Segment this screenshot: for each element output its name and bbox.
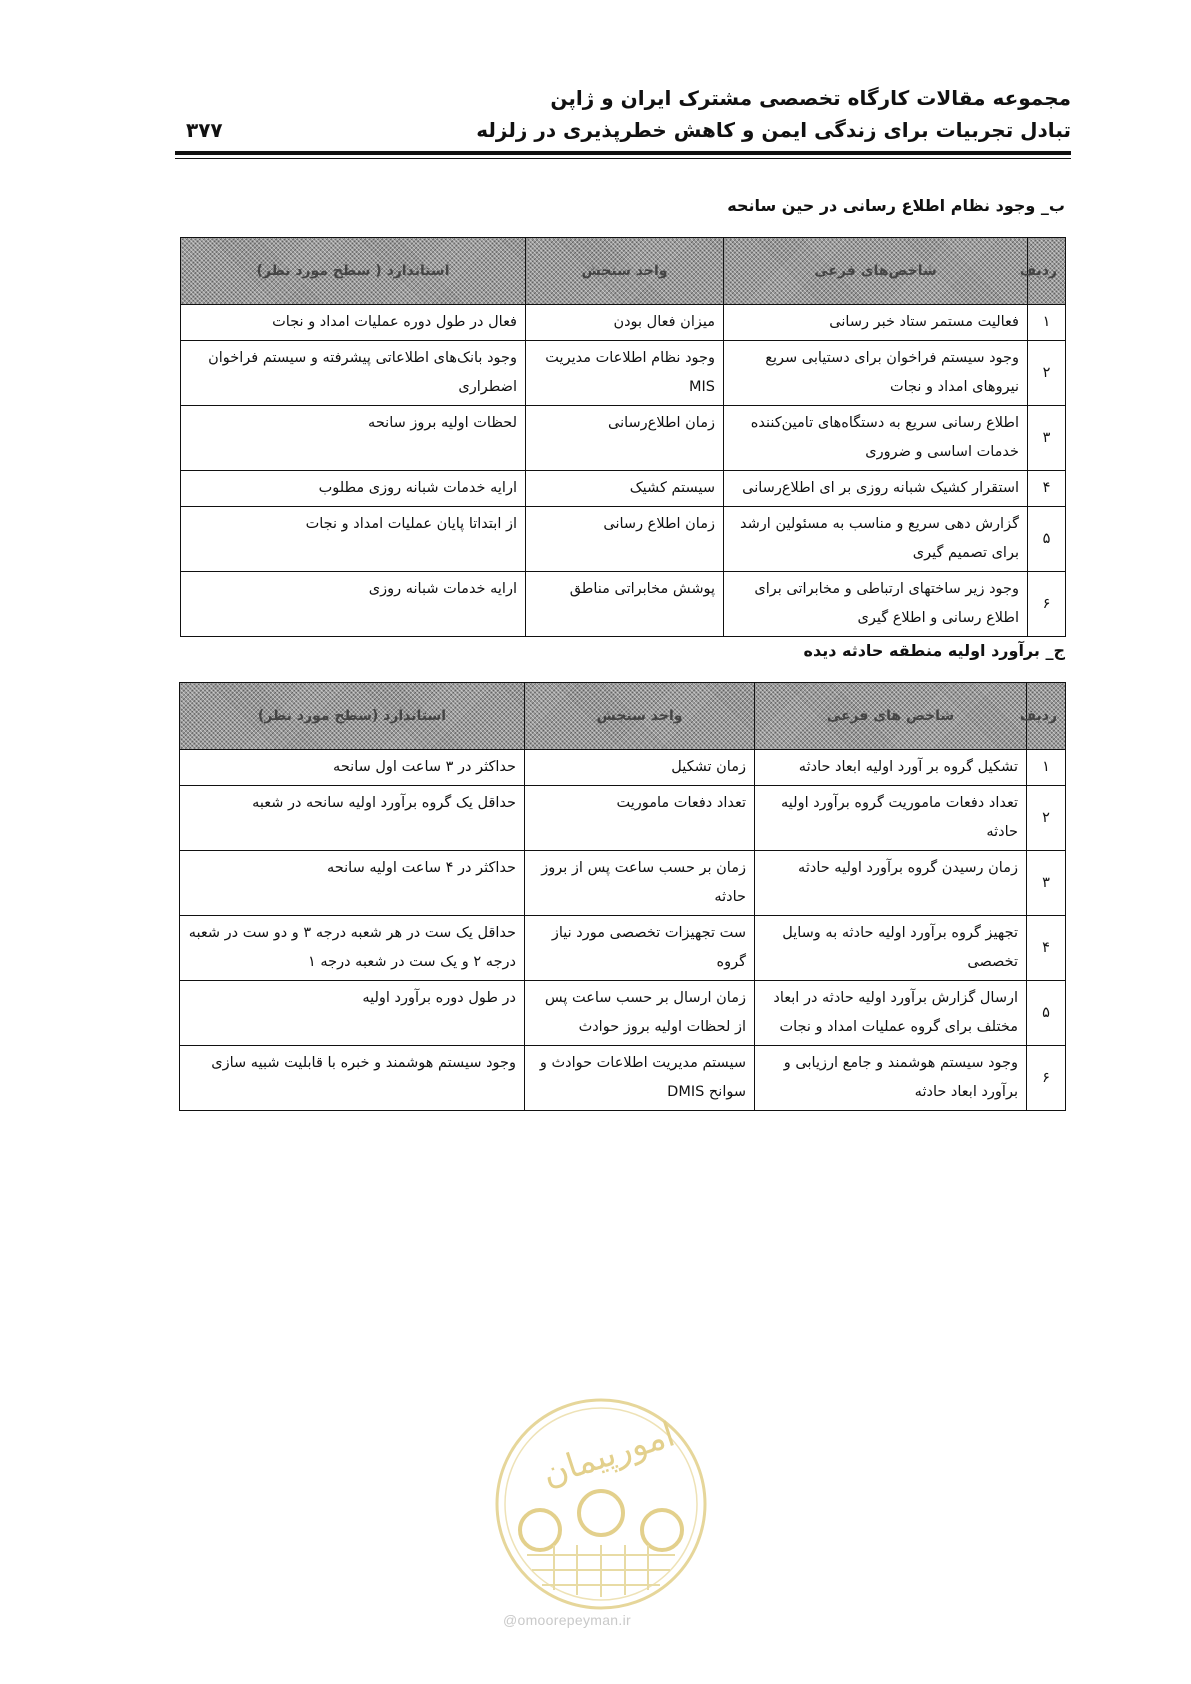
row-number: ۶ bbox=[1027, 1046, 1066, 1111]
table-row bbox=[180, 1046, 1066, 1111]
table-c bbox=[179, 682, 1066, 1111]
unit-cell: وجود نظام اطلاعات مدیریت MIS bbox=[526, 341, 724, 406]
table-b-col-sub: شاخص‌های فرعی bbox=[724, 238, 1028, 305]
sub-indicator-cell: وجود سیستم هوشمند و جامع ارزیابی و برآورد ابعاد حادثه bbox=[755, 1046, 1027, 1111]
unit-cell: زمان بر حسب ساعت پس از بروز حادثه bbox=[525, 851, 755, 916]
header-rule-thick bbox=[175, 151, 1071, 155]
row-number: ۲ bbox=[1028, 341, 1066, 406]
standard-cell: حداقل یک ست در هر شعبه درجه ۳ و دو ست در شعبه درجه ۲ و یک ست در شعبه درجه ۱ bbox=[180, 916, 525, 981]
row-number: ۱ bbox=[1027, 750, 1066, 786]
unit-cell: زمان اطلاع‌رسانی bbox=[526, 406, 724, 471]
sub-indicator-cell: ارسال گزارش برآورد اولیه حادثه در ابعاد مختلف برای گروه عملیات امداد و نجات bbox=[755, 981, 1027, 1046]
row-number: ۶ bbox=[1028, 572, 1066, 637]
sub-indicator-cell: فعالیت مستمر ستاد خبر رسانی bbox=[724, 305, 1028, 341]
table-row bbox=[180, 786, 1066, 851]
page-number: ۳۷۷ bbox=[186, 118, 223, 142]
unit-cell: سیستم کشیک bbox=[526, 471, 724, 507]
sub-indicator-cell: تشکیل گروه بر آورد اولیه ابعاد حادثه bbox=[755, 750, 1027, 786]
table-row bbox=[180, 981, 1066, 1046]
standard-cell: حداکثر در ۳ ساعت اول سانحه bbox=[180, 750, 525, 786]
page-header bbox=[175, 82, 1071, 146]
sub-indicator-cell: زمان رسیدن گروه برآورد اولیه حادثه bbox=[755, 851, 1027, 916]
unit-cell: ست تجهیزات تخصصی مورد نیاز گروه bbox=[525, 916, 755, 981]
sub-indicator-cell: تجهیز گروه برآورد اولیه حادثه به وسایل تخصصی bbox=[755, 916, 1027, 981]
table-row bbox=[181, 305, 1066, 341]
standard-cell: فعال در طول دوره عملیات امداد و نجات bbox=[181, 305, 526, 341]
row-number: ۱ bbox=[1028, 305, 1066, 341]
table-row bbox=[181, 572, 1066, 637]
standard-cell: حداکثر در ۴ ساعت اولیه سانحه bbox=[180, 851, 525, 916]
row-number: ۵ bbox=[1027, 981, 1066, 1046]
sub-indicator-cell: اطلاع رسانی سریع به دستگاه‌های تامین‌کننده خدمات اساسی و ضروری bbox=[724, 406, 1028, 471]
table-row bbox=[180, 851, 1066, 916]
standard-cell: وجود بانک‌های اطلاعاتی پیشرفته و سیستم فراخوان اضطراری bbox=[181, 341, 526, 406]
table-b-col-unit: واحد سنجش bbox=[526, 238, 724, 305]
header-rule-thin bbox=[175, 158, 1071, 159]
table-row bbox=[180, 750, 1066, 786]
row-number: ۴ bbox=[1028, 471, 1066, 507]
table-c-col-unit: واحد سنجش bbox=[525, 683, 755, 750]
standard-cell: وجود سیستم هوشمند و خبره با قابلیت شبیه سازی bbox=[180, 1046, 525, 1111]
sub-indicator-cell: تعداد دفعات ماموریت گروه برآورد اولیه حادثه bbox=[755, 786, 1027, 851]
standard-cell: ارایه خدمات شبانه روزی مطلوب bbox=[181, 471, 526, 507]
sub-indicator-cell: استقرار کشیک شبانه روزی بر ای اطلاع‌رسانی bbox=[724, 471, 1028, 507]
table-c-col-num: ردیف bbox=[1027, 683, 1066, 750]
unit-cell: زمان تشکیل bbox=[525, 750, 755, 786]
unit-cell: زمان ارسال بر حسب ساعت پس از لحظات اولیه بروز حوادث bbox=[525, 981, 755, 1046]
unit-cell: سیستم مدیریت اطلاعات حوادث و سوانح DMIS bbox=[525, 1046, 755, 1111]
unit-cell: تعداد دفعات ماموریت bbox=[525, 786, 755, 851]
watermark-logo bbox=[492, 1395, 710, 1613]
table-b-col-num: ردیف bbox=[1028, 238, 1066, 305]
standard-cell: لحظات اولیه بروز سانحه bbox=[181, 406, 526, 471]
table-b-header-row bbox=[181, 238, 1066, 305]
standard-cell: از ابتداتا پایان عملیات امداد و نجات bbox=[181, 507, 526, 572]
table-row bbox=[181, 406, 1066, 471]
table-row bbox=[181, 507, 1066, 572]
unit-cell: پوشش مخابراتی مناطق bbox=[526, 572, 724, 637]
section-c-heading: ج_ برآورد اولیه منطقه حادثه دیده bbox=[803, 641, 1065, 660]
unit-cell: زمان اطلاع رسانی bbox=[526, 507, 724, 572]
table-row bbox=[181, 471, 1066, 507]
table-row bbox=[181, 341, 1066, 406]
table-c-col-sub: شاخص های فرعی bbox=[755, 683, 1027, 750]
row-number: ۴ bbox=[1027, 916, 1066, 981]
standard-cell: حداقل یک گروه برآورد اولیه سانحه در شعبه bbox=[180, 786, 525, 851]
header-title-line2: تبادل تجربیات برای زندگی ایمن و کاهش خطرپذیری در زلزله bbox=[476, 118, 1071, 142]
table-c-header-row bbox=[180, 683, 1066, 750]
sub-indicator-cell: گزارش دهی سریع و مناسب به مسئولین ارشد برای تصمیم گیری bbox=[724, 507, 1028, 572]
table-row bbox=[180, 916, 1066, 981]
table-c-col-standard: استاندارد (سطح مورد نظر) bbox=[180, 683, 525, 750]
header-title-line1: مجموعه مقالات کارگاه تخصصی مشترک ایران و ژاپن bbox=[550, 86, 1071, 110]
table-b-col-standard: استاندارد ( سطح مورد نظر) bbox=[181, 238, 526, 305]
row-number: ۳ bbox=[1027, 851, 1066, 916]
watermark-site: @omoorepeyman.ir bbox=[503, 1612, 631, 1628]
watermark-logo-text: امورپیمان bbox=[537, 1414, 680, 1495]
row-number: ۳ bbox=[1028, 406, 1066, 471]
section-b-heading: ب_ وجود نظام اطلاع رسانی در حین سانحه bbox=[727, 196, 1065, 215]
standard-cell: ارایه خدمات شبانه روزی bbox=[181, 572, 526, 637]
table-b bbox=[180, 237, 1066, 637]
sub-indicator-cell: وجود زیر ساختهای ارتباطی و مخابراتی برای اطلاع رسانی و اطلاع گیری bbox=[724, 572, 1028, 637]
unit-cell: میزان فعال بودن bbox=[526, 305, 724, 341]
row-number: ۲ bbox=[1027, 786, 1066, 851]
row-number: ۵ bbox=[1028, 507, 1066, 572]
sub-indicator-cell: وجود سیستم فراخوان برای دستیابی سریع نیروهای امداد و نجات bbox=[724, 341, 1028, 406]
standard-cell: در طول دوره برآورد اولیه bbox=[180, 981, 525, 1046]
